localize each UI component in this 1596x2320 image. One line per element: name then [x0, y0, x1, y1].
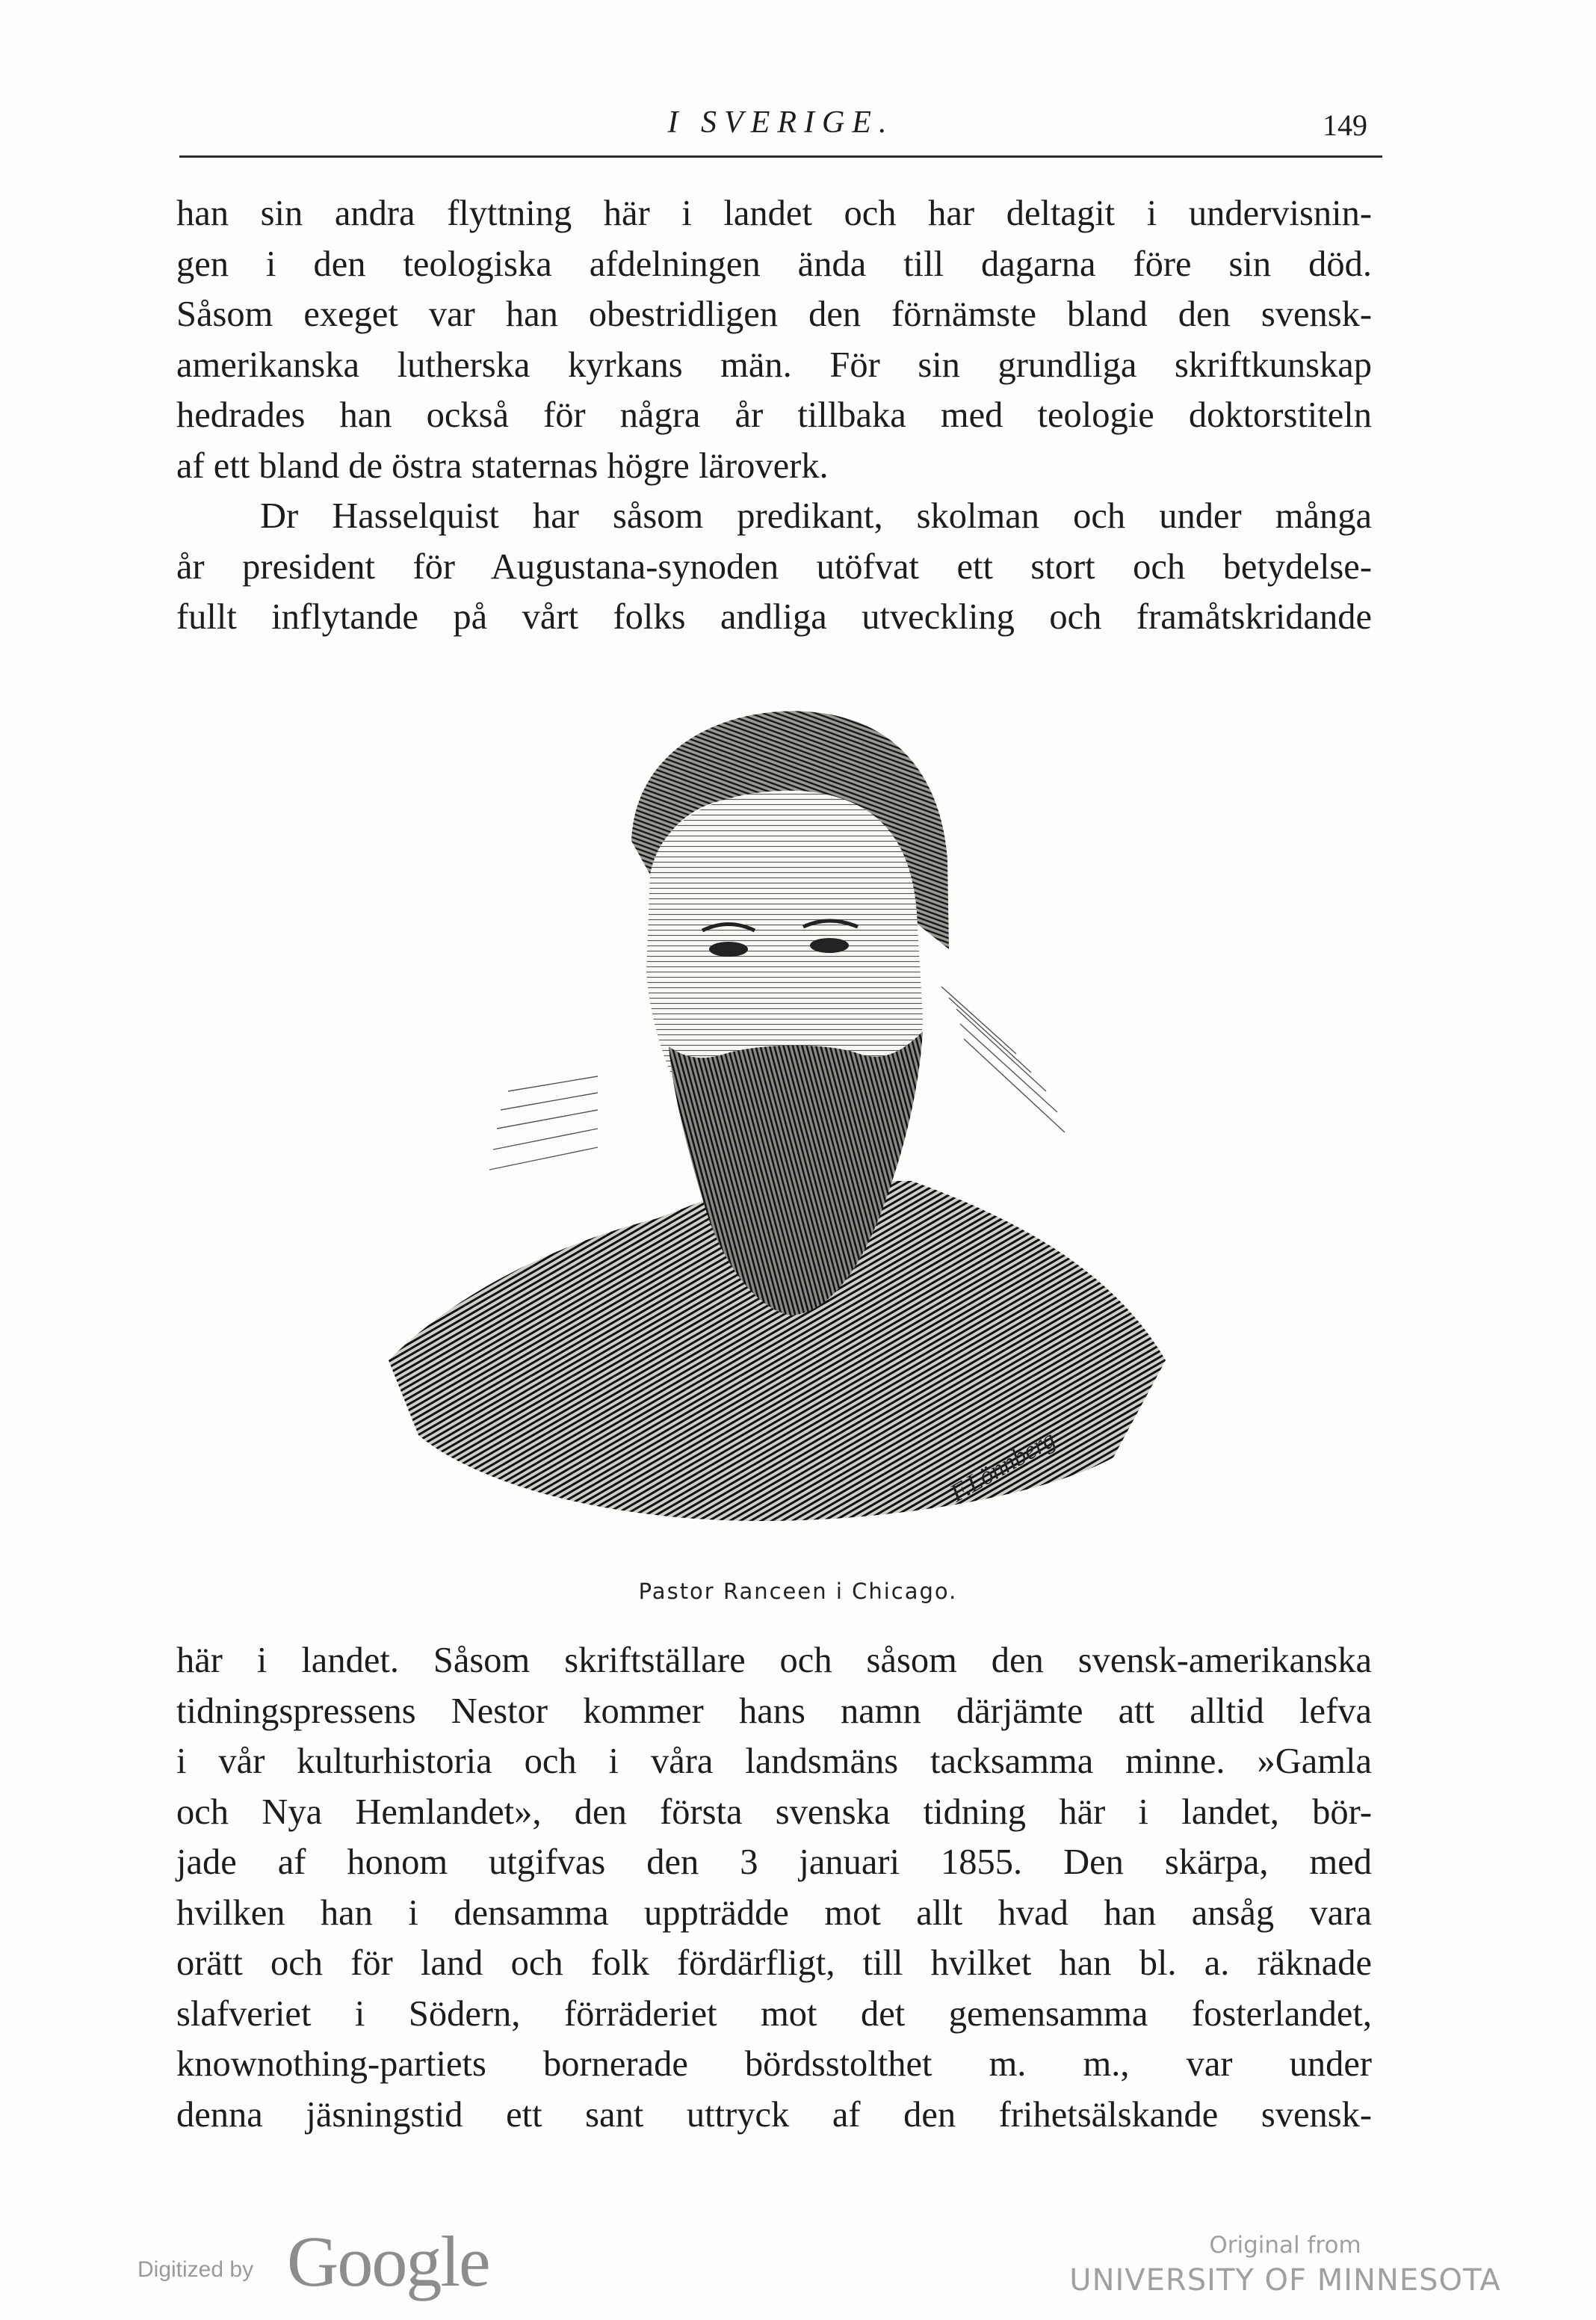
paragraph-start-line: Dr Hasselquist har såsom predikant, skolman och under många [260, 496, 1372, 536]
engraver-signature: F.Lönnberg [945, 1425, 1060, 1508]
text-line: fullt inflytande på vårt folks andliga utveckling och framåtskridande [176, 597, 1372, 637]
text-line: slafveriet i Södern, förräderiet mot det gemensamma fosterlandet, [176, 1993, 1372, 2034]
text-line: i vår kulturhistoria och i våra landsmäns tacksamma minne. »Gamla [176, 1741, 1372, 1781]
page-header [179, 105, 1382, 157]
text-line: orätt och för land och folk fördärfligt, till hvilket han bl. a. räknade [176, 1943, 1372, 1983]
text-line: gen i den teologiska afdelningen ända till dagarna före sin död. [176, 244, 1372, 284]
original-from-label: Original from [1209, 2232, 1361, 2259]
portrait-engraving [374, 703, 1196, 1555]
body-text-bottom [176, 1635, 1372, 2140]
header-rule [179, 155, 1382, 158]
text-line: hedrades han också för några år tillbaka med teologie doktorstiteln [176, 395, 1372, 435]
text-line: här i landet. Såsom skriftställare och såsom den svensk-amerikanska [176, 1641, 1372, 1680]
google-logo: Google [287, 2221, 489, 2301]
source-watermark [1061, 2230, 1509, 2301]
page-number: 149 [1323, 108, 1367, 142]
text-line: Såsom exeget var han obestridligen den förnämste bland den svensk- [176, 294, 1372, 334]
text-line: år president för Augustana-synoden utöfvat ett stort och betydelse- [176, 546, 1372, 587]
text-line: och Nya Hemlandet», den första svenska tidning här i landet, bör- [176, 1792, 1372, 1832]
text-line: amerikanska lutherska kyrkans män. För sin grundliga skriftkunskap [176, 345, 1372, 385]
text-line: han sin andra flyttning här i landet och har deltagit i undervisnin- [176, 194, 1372, 233]
figure-caption: Pastor Ranceen i Chicago. [638, 1579, 958, 1604]
text-line: af ett bland de östra staternas högre läroverk. [176, 445, 829, 486]
text-line: jade af honom utgifvas den 3 januari 1855. Den skärpa, med [176, 1842, 1372, 1882]
digitized-by-label: Digitized by [137, 2257, 254, 2282]
text-line: denna jäsningstid ett sant uttryck af den frihetsälskande svensk- [176, 2094, 1372, 2135]
institution-name: UNIVERSITY OF MINNESOTA [1069, 2263, 1501, 2298]
text-line: hvilken han i densamma uppträdde mot allt hvad han ansåg vara [176, 1892, 1372, 1933]
text-line: knownothing-partiets bornerade bördsstolthet m. m., var under [176, 2044, 1372, 2084]
body-text-top [176, 188, 1372, 643]
running-title: I SVERIGE. [667, 105, 894, 140]
text-line: tidningspressens Nestor kommer hans namn därjämte att alltid lefva [176, 1691, 1372, 1731]
